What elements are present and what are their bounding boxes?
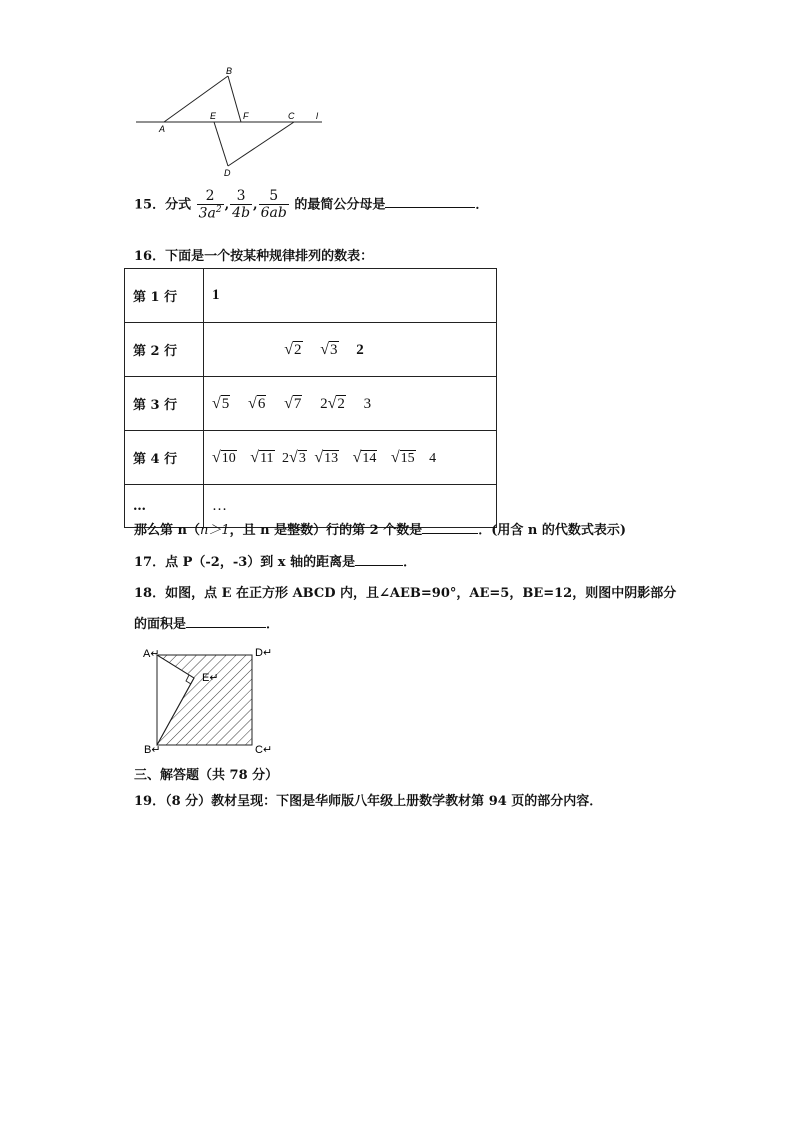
q15-number: 15． <box>134 197 166 213</box>
question-18-line1: 18．如图，点 E 在正方形 ABCD 内，且∠AEB=90°，AE=5，BE=12，则图中阴影部分 <box>134 586 677 601</box>
question-18-line2: 的面积是 ． <box>134 617 280 632</box>
table-row <box>125 323 497 377</box>
answer-blank-18[interactable] <box>186 615 266 628</box>
label-C: C <box>288 111 295 121</box>
segment-AB <box>164 76 228 122</box>
label-D: D <box>224 168 231 178</box>
row-values: √5 √6 √7 2√2 3 <box>204 377 497 431</box>
table-row <box>125 377 497 431</box>
question-16-intro: 16．下面是一个按某种规律排列的数表： <box>134 249 374 264</box>
label-A: A↵ <box>143 648 160 660</box>
row-label: 第 2 行 <box>125 323 204 377</box>
question-16-tail: 那么第 n（n＞1，且 n 是整数）行的第 2 个数是 ．(用含 n 的代数式表示) <box>134 523 627 538</box>
label-F: F <box>243 111 249 121</box>
label-C: C↵ <box>255 744 273 756</box>
right-angle-mark <box>186 675 191 684</box>
row-values: 1 <box>204 269 497 323</box>
fraction-2: $\frac{3}{4b}$ <box>232 188 251 222</box>
row-label: … <box>125 485 204 528</box>
question-15: 15．分式 $\frac{2}{3a^2}$ , $\frac{3}{4b}$ , $\frac{5}{6ab}$ 的最简公分母是 ． <box>134 188 489 222</box>
answer-blank-17[interactable] <box>355 553 403 566</box>
row-values: √2 √3 2 <box>204 323 497 377</box>
q15-suffix: 的最简公分母是 <box>294 197 386 213</box>
label-A: A <box>159 124 166 134</box>
row-values: … <box>204 485 497 528</box>
row-label: 第 4 行 <box>125 431 204 485</box>
fraction-3: $\frac{5}{6ab}$ <box>260 188 287 222</box>
table-row <box>125 269 497 323</box>
segment-ED <box>214 122 228 166</box>
square-figure <box>140 642 280 758</box>
label-B: B↵ <box>144 744 161 756</box>
fraction-1: $\frac{2}{3a^2}$ <box>198 188 222 222</box>
answer-blank-15[interactable] <box>385 195 475 208</box>
segment-DC <box>228 122 294 166</box>
row-label: 第 1 行 <box>125 269 204 323</box>
question-17: 17．点 P（-2，-3）到 x 轴的距离是 ． <box>134 555 417 570</box>
label-E: E <box>210 111 217 121</box>
table-row <box>125 431 497 485</box>
question-19: 19．（8 分）教材呈现：下图是华师版八年级上册数学教材第 94 页的部分内容． <box>134 794 603 809</box>
section-title: 三、解答题（共 78 分） <box>134 768 279 783</box>
label-E: E↵ <box>202 672 219 684</box>
number-table <box>124 268 497 528</box>
geometry-figure-lines <box>130 62 330 180</box>
answer-blank-16[interactable] <box>422 521 478 534</box>
label-l: l <box>316 111 318 121</box>
label-D: D↵ <box>255 647 273 659</box>
row-values: √10 √11 2√3 √13 √14 √15 4 <box>204 431 497 485</box>
label-B: B <box>226 66 233 76</box>
segment-BF <box>228 76 241 122</box>
q15-prefix: 分式 <box>165 197 192 213</box>
row-label: 第 3 行 <box>125 377 204 431</box>
shaded-region <box>157 655 252 745</box>
